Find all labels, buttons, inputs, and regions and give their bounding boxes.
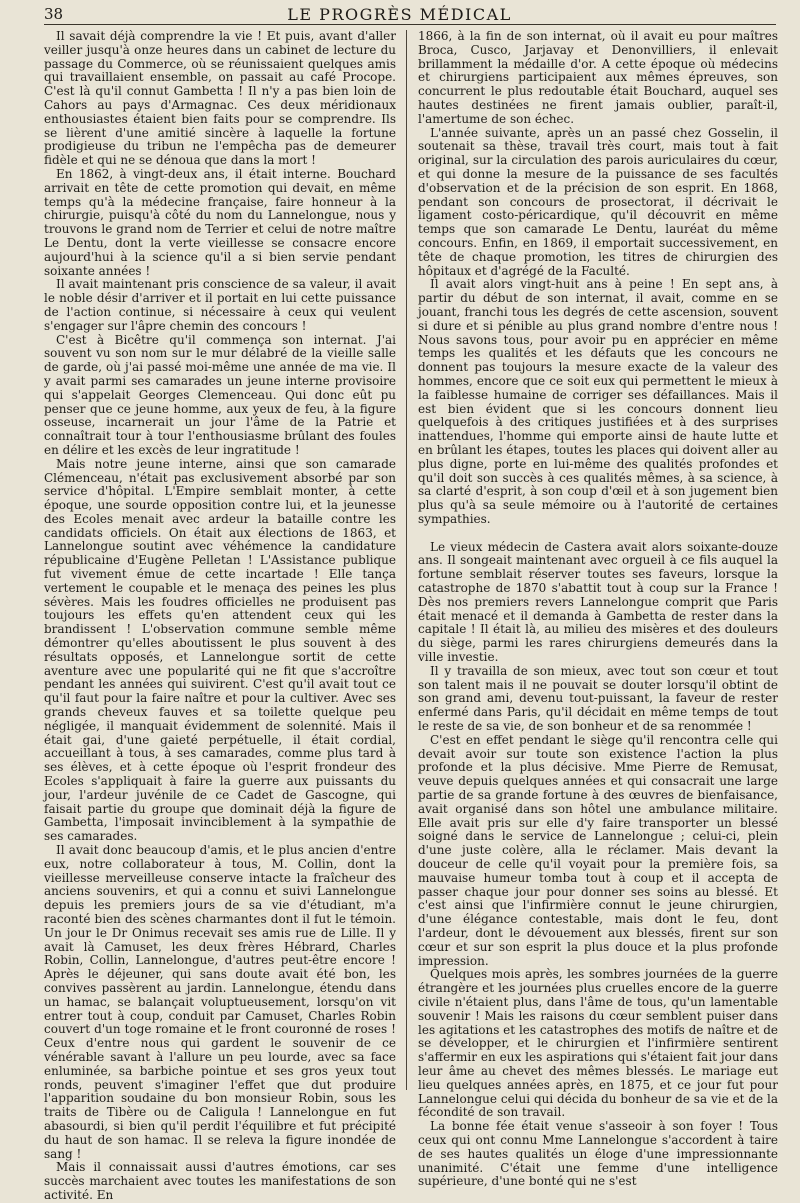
- journal-title: LE PROGRÈS MÉDICAL: [287, 4, 512, 24]
- paragraph: L'année suivante, après un an passé chez Gosselin, il soutenait sa thèse, travail très court, mais tout à fait original, sur la circulation des parois auriculaires du cœur, et qui donne la mesure de la puissance de ses facultés d'observation et de la précision de son esprit. En 1868, pendant son concours de prosectorat, il décrivait le ligament costo-péricardique, qu'il découvrit en même temps que son camarade Le Dentu, lauréat du même concours. Enfin, en 1869, il emportait successivement, en tête de chaque promotion, les titres de chirurgien des hôpitaux et d'agrégé de la Faculté.: [418, 125, 778, 278]
- paragraph: Mais il connaissait aussi d'autres émotions, car ses succès marchaient avec toutes les manifestations de son activité. En: [44, 1160, 396, 1202]
- right-column: [418, 29, 778, 1189]
- paragraph: 1866, à la fin de son internat, où il avait eu pour maîtres Broca, Cusco, Jarjavay et Denonvilliers, il enlevait brillamment la médaille d'or. A cette époque où médecins et chirurgiens participaient aux mêmes épreuves, son concurrent le plus redoutable était Bouchard, auquel ses hautes destinées ne firent jamais oublier, paraît-il, l'amertume de son échec.: [418, 29, 778, 126]
- paragraph: Il avait donc beaucoup d'amis, et le plus ancien d'entre eux, notre collaborateur à tous, M. Collin, dont la vieillesse merveilleuse conserve intacte la fraîcheur des anciens souvenirs, et qui a connu et suivi Lannelongue depuis les premiers jours de sa vie d'étudiant, m'a raconté bien des scènes charmantes dont il fut le témoin. Un jour le Dr Onimus recevait ses amis rue de Lille. Il y avait là Camuset, les deux frères Hébrard, Charles Robin, Collin, Lannelongue, d'autres peut-être encore ! Après le déjeuner, qui sans doute avait été bon, les convives passèrent au jardin. Lannelongue, étendu dans un hamac, se balançait voluptueusement, lorsqu'on vit entrer tout à coup, conduit par Camuset, Charles Robin couvert d'un toge romaine et le front couronné de roses ! Ceux d'entre nous qui gardent le souvenir de ce vénérable savant à l'allure un peu lourde, avec sa face enluminée, sa barbiche pointue et ses gros yeux tout ronds, peuvent s'imaginer l'effet que dut produire l'apparition soudaine du bon monsieur Robin, sous les traits de Tibère ou de Caligula ! Lannelongue en fut abasourdi, si bien qu'il perdit l'équilibre et fut précipité du haut de son hamac. Il se releva la figure inondée de sang !: [44, 843, 396, 1161]
- left-column: [44, 29, 396, 1202]
- paragraph: La bonne fée était venue s'asseoir à son foyer ! Tous ceux qui ont connu Mme Lannelongue s'accordent à taire de ses hautes qualités un éloge d'une impressionnante unanimité. C'était une femme d'une intelligence supérieure, d'une bonté qui ne s'est: [418, 1119, 778, 1189]
- paragraph: Il avait maintenant pris conscience de sa valeur, il avait le noble désir d'arriver et il portait en lui cette puissance de l'action continue, si nécessaire à ceux qui veulent s'engager sur l'âpre chemin des concours !: [44, 277, 396, 333]
- header-rule: [44, 24, 776, 25]
- paragraph: En 1862, à vingt-deux ans, il était interne. Bouchard arrivait en tête de cette promotion qui devait, en même temps qu'à la médecine française, faire honneur à la chirurgie, puisqu'à côté du nom du Lannelongue, nous y trouvons le grand nom de Terrier et celui de notre maître Le Dentu, dont la verte vieillesse se consacre encore aujourd'hui à la science qu'il a si bien servie pendant soixante années !: [44, 166, 396, 278]
- paragraph: C'est à Bicêtre qu'il commença son internat. J'ai souvent vu son nom sur le mur délabré de la vieille salle de garde, où j'ai passé moi-même une année de ma vie. Il y avait parmi ses camarades un jeune interne provisoire qui s'appelait Georges Clemenceau. Qui donc eût pu penser que ce jeune homme, aux yeux de feu, à la figure osseuse, incarnerait un jour l'âme de la Patrie et connaîtrait tour à tour l'enthousiasme brûlant des foules en délire et les excès de leur ingratitude !: [44, 332, 396, 457]
- paragraph: Il y travailla de son mieux, avec tout son cœur et tout son talent mais il ne pouvait se douter lorsqu'il obtint de son grand ami, devenu tout-puissant, la faveur de rester enfermé dans Paris, qu'il décidait en même temps de tout le reste de sa vie, de son bonheur et de sa renommée !: [418, 663, 778, 734]
- paragraph: Il savait déjà comprendre la vie ! Et puis, avant d'aller veiller jusqu'à onze heures dans un cabinet de lecture du passage du Commerce, où se réunissaient quelques amis qui travaillaient ensemble, on passait au café Procope. C'est là qu'il connut Gambetta ! Il n'y a pas bien loin de Cahors au pays d'Armagnac. Ces deux méridionaux enthousiastes étaient bien faits pour se comprendre. Ils se lièrent d'une amitié sincère à laquelle la fortune prodigieuse du tribun ne l'empêcha pas de demeurer fidèle et qui ne se dénoua que dans la mort !: [44, 29, 396, 168]
- page-number: 38: [44, 5, 64, 23]
- page-header: [44, 4, 776, 24]
- paragraph: Il avait alors vingt-huit ans à peine ! En sept ans, à partir du début de son internat, il avait, comme en se jouant, franchi tous les degrés de cette ascension, souvent si dure et si pénible au plus grand nombre d'entre nous ! Nous savons tous, pour avoir pu en apprécier en même temps les qualités et les défauts que les concours ne donnent pas toujours la mesure exacte de la valeur des hommes, encore que ce soit eux qui permettent le mieux à la faiblesse humaine de corriger ses défaillances. Mais il est bien évident que si les concours donnent lieu quelquefois à des critiques justifiées et à des surprises inattendues, l'homme qui emporte ainsi de haute lutte et en brûlant les étapes, toutes les places qui doivent aller au plus digne, porte en lui-même des qualités profondes et qu'il doit son succès à ces qualités mêmes, à sa science, à sa clarté d'esprit, à son coup d'œil et à son jugement bien plus qu'à sa seule mémoire ou à l'autorité de certaines sympathies.: [418, 277, 778, 526]
- column-divider: [406, 30, 407, 1090]
- paragraph: Quelques mois après, les sombres journées de la guerre étrangère et les journées plus cruelles encore de la guerre civile n'étaient plus, dans l'âme de tous, qu'un lamentable souvenir ! Mais les raisons du cœur semblent puiser dans les agitations et les catastrophes des motifs de naître et de se développer, et le chirurgien et l'infirmière sentirent s'affermir en eux les aspirations qui s'étaient fait jour dans leur âme au chevet des mêmes blessés. Le mariage eut lieu quelques années après, en 1875, et ce jour fut pour Lannelongue celui qui décida du bonheur de sa vie et de la fécondité de son travail.: [418, 967, 778, 1120]
- paragraph: Le vieux médecin de Castera avait alors soixante-douze ans. Il songeait maintenant avec orgueil à ce fils auquel la fortune semblait réserver toutes ses faveurs, lorsque la catastrophe de 1870 s'abattit tout à coup sur la France ! Dès nos premiers revers Lannelongue comprit que Paris était menacé et il demanda à Gambetta de rester dans la capitale ! Il était là, au milieu des misères et des douleurs du siège, parmi les rares chirurgiens demeurés dans la ville investie.: [418, 539, 778, 665]
- paragraph: Mais notre jeune interne, ainsi que son camarade Clémenceau, n'était pas exclusivement absorbé par son service d'hôpital. L'Empire semblait monter, à cette époque, une sourde opposition contre lui, et la jeunesse des Ecoles menait avec ardeur la bataille contre les candidats officiels. On était aux élections de 1863, et Lannelongue soutint avec véhémence la candidature républicaine d'Eugène Pelletan ! L'Assistance publique fut vivement émue de cette incartade ! Elle tança vertement le coupable et le menaça des peines les plus sévères. Mais les foudres officielles ne produisent pas toujours les effets qu'en attendent ceux qui les brandissent ! L'observation commune semble même démontrer qu'elles aboutissent le plus souvent à des résultats opposés, et Lannelongue sortit de cette aventure avec une popularité qui ne fit que s'accroître pendant les années qui suivirent. C'est qu'il avait tout ce qu'il faut pour la faire naître et pour la cultiver. Avec ses grands cheveux fauves et sa toilette quelque peu négligée, il manquait évidemment de solennité. Mais il était gai, d'une gaieté perpétuelle, il était cordial, accueillant à tous, à ses camarades, comme plus tard à ses élèves, et à cette époque où l'esprit frondeur des Ecoles s'appliquait à faire la guerre aux puissants du jour, l'ardeur juvénile de ce Cadet de Gascogne, qui faisait partie du groupe que dominait déjà la figure de Gambetta, l'imposait invinciblement à la sympathie de ses camarades.: [44, 456, 396, 844]
- paragraph: C'est en effet pendant le siège qu'il rencontra celle qui devait avoir sur toute son existence l'action la plus profonde et la plus décisive. Mme Pierre de Remusat, veuve depuis quelques années et qui consacrait une large partie de sa grande fortune à des œuvres de bienfaisance, avait organisé dans son hôtel une ambulance militaire. Elle avait pris sur elle d'y faire transporter un blessé soigné dans le service de Lannelongue ; celui-ci, plein d'une juste colère, alla le réclamer. Mais devant la douceur de celle qu'il voyait pour la première fois, sa mauvaise humeur tomba tout à coup et il accepta de passer chaque jour pour donner ses soins au blessé. Et c'est ainsi que l'infirmière connut le jeune chirurgien, d'une élégance contestable, mais dont le feu, dont l'ardeur, dont le dévouement aux blessés, firent sur son cœur et sur son esprit la plus douce et la plus profonde impression.: [418, 732, 778, 968]
